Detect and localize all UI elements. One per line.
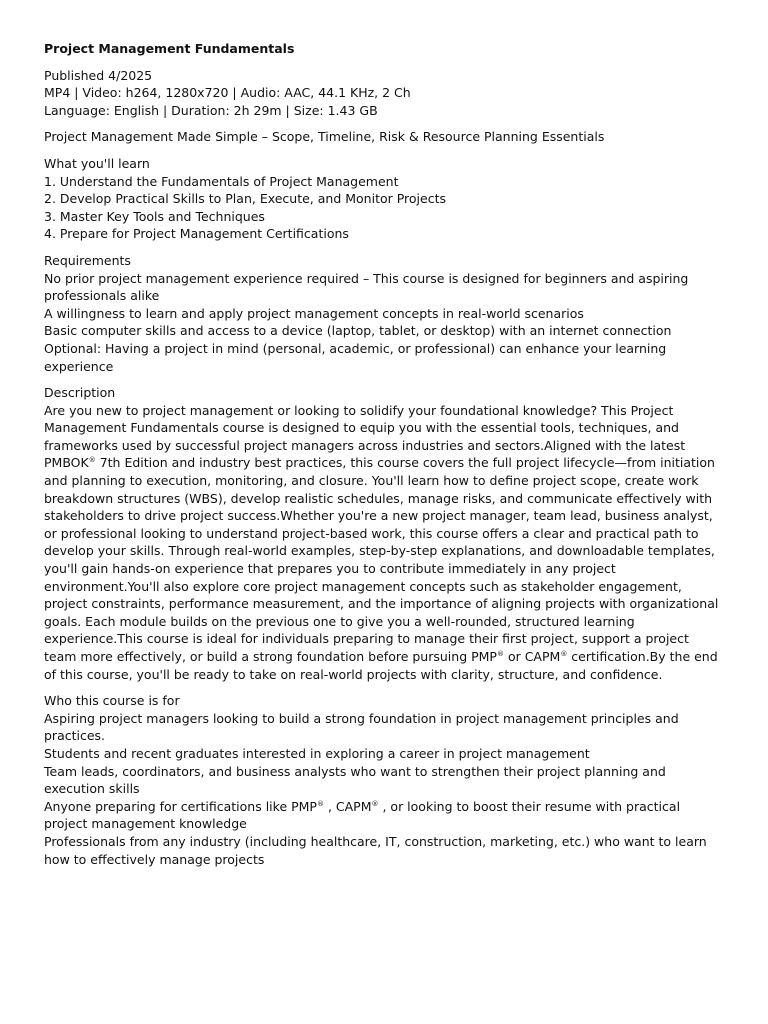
audience-item-4-text-b: , CAPM xyxy=(323,798,372,814)
audience-item-4-text-a: Anyone preparing for certifications like PMP xyxy=(44,798,317,814)
description-text-1: Are you new to project management or looking to solidify your foundational knowledge? This Project Management Fundamentals course is designed to equip you with the essential tools, techniques, and frameworks used by successful project managers across industries and sectors.Aligned with the latest PMBOK xyxy=(44,402,686,471)
learn-item: 4. Prepare for Project Management Certifications xyxy=(44,226,349,242)
registered-mark: ® xyxy=(560,650,568,658)
description-text-2: 7th Edition and industry best practices, this course covers the full project lifecycle—from initiation and planning to execution, monitoring, and closure. You'll learn how to define project scope, create work breakdown structures (WBS), develop realistic schedules, manage risks, and communicate effectively with stakeholders to drive project success.Whether you're a new project manager, team lead, business analyst, or professional looking to understand project-based work, this course offers a clear and practical path to develop your skills. Through real-world examples, step-by-step explanations, and downloadable templates, you'll gain hands-on experience that prepares you to contribute immediately in any project environment.You'll also explore core project management concepts such as stakeholder engagement, project constraints, performance measurement, and the importance of aligning projects with organizational goals. Each module builds on the previous one to give you a well-rounded, structured learning experience.This course is ideal for individuals preparing to manage their first project, support a project team more effectively, or build a strong foundation before pursuing PMP xyxy=(44,455,719,664)
requirements-section xyxy=(44,252,724,375)
learn-item: 1. Understand the Fundamentals of Project Management xyxy=(44,173,399,189)
audience-item: Aspiring project managers looking to build a strong foundation in project management principles and practices. xyxy=(44,710,679,744)
description-text-3: or CAPM xyxy=(503,649,561,664)
requirement-item: Optional: Having a project in mind (personal, academic, or professional) can enhance your learning experience xyxy=(44,340,667,374)
media-specs: MP4 | Video: h264, 1280x720 | Audio: AAC, 44.1 KHz, 2 Ch xyxy=(44,85,411,101)
audience-heading: Who this course is for xyxy=(44,693,180,709)
published-date: Published 4/2025 xyxy=(44,67,153,83)
audience-item-4-text-c: , or looking to boost their resume with practical project management knowledge xyxy=(44,798,681,832)
description-heading: Description xyxy=(44,385,116,401)
learn-section xyxy=(44,155,724,243)
learn-heading: What you'll learn xyxy=(44,155,150,171)
audience-item: Team leads, coordinators, and business analysts who want to strengthen their project planning and execution skills xyxy=(44,763,666,797)
description-text-4: certification.By the end of this course, you'll be ready to take on real-world projects with clarity, structure, and confidence. xyxy=(44,649,718,682)
registered-mark: ® xyxy=(316,799,324,808)
course-tagline: Project Management Made Simple – Scope, Timeline, Risk & Resource Planning Essentials xyxy=(44,129,605,145)
registered-mark: ® xyxy=(496,650,504,658)
requirement-item: A willingness to learn and apply project management concepts in real-world scenarios xyxy=(44,305,584,321)
audience-item: Students and recent graduates interested in exploring a career in project management xyxy=(44,745,590,761)
requirement-item: No prior project management experience required – This course is designed for beginners and aspiring professionals alike xyxy=(44,270,689,304)
audience-item: Professionals from any industry (including healthcare, IT, construction, marketing, etc.) who want to learn how to effectively manage projects xyxy=(44,833,707,867)
language-duration-size: Language: English | Duration: 2h 29m | Size: 1.43 GB xyxy=(44,102,378,118)
description-paragraph xyxy=(44,402,724,684)
requirements-heading: Requirements xyxy=(44,252,131,268)
registered-mark: ® xyxy=(371,799,379,808)
description-section xyxy=(44,384,724,683)
media-meta xyxy=(44,67,724,120)
learn-item: 3. Master Key Tools and Techniques xyxy=(44,208,265,224)
registered-mark: ® xyxy=(88,456,96,465)
audience-item xyxy=(44,798,724,833)
document-title: Project Management Fundamentals xyxy=(44,41,295,56)
requirement-item: Basic computer skills and access to a device (laptop, tablet, or desktop) with an internet connection xyxy=(44,323,672,339)
audience-section xyxy=(44,692,724,868)
learn-item: 2. Develop Practical Skills to Plan, Execute, and Monitor Projects xyxy=(44,191,447,207)
